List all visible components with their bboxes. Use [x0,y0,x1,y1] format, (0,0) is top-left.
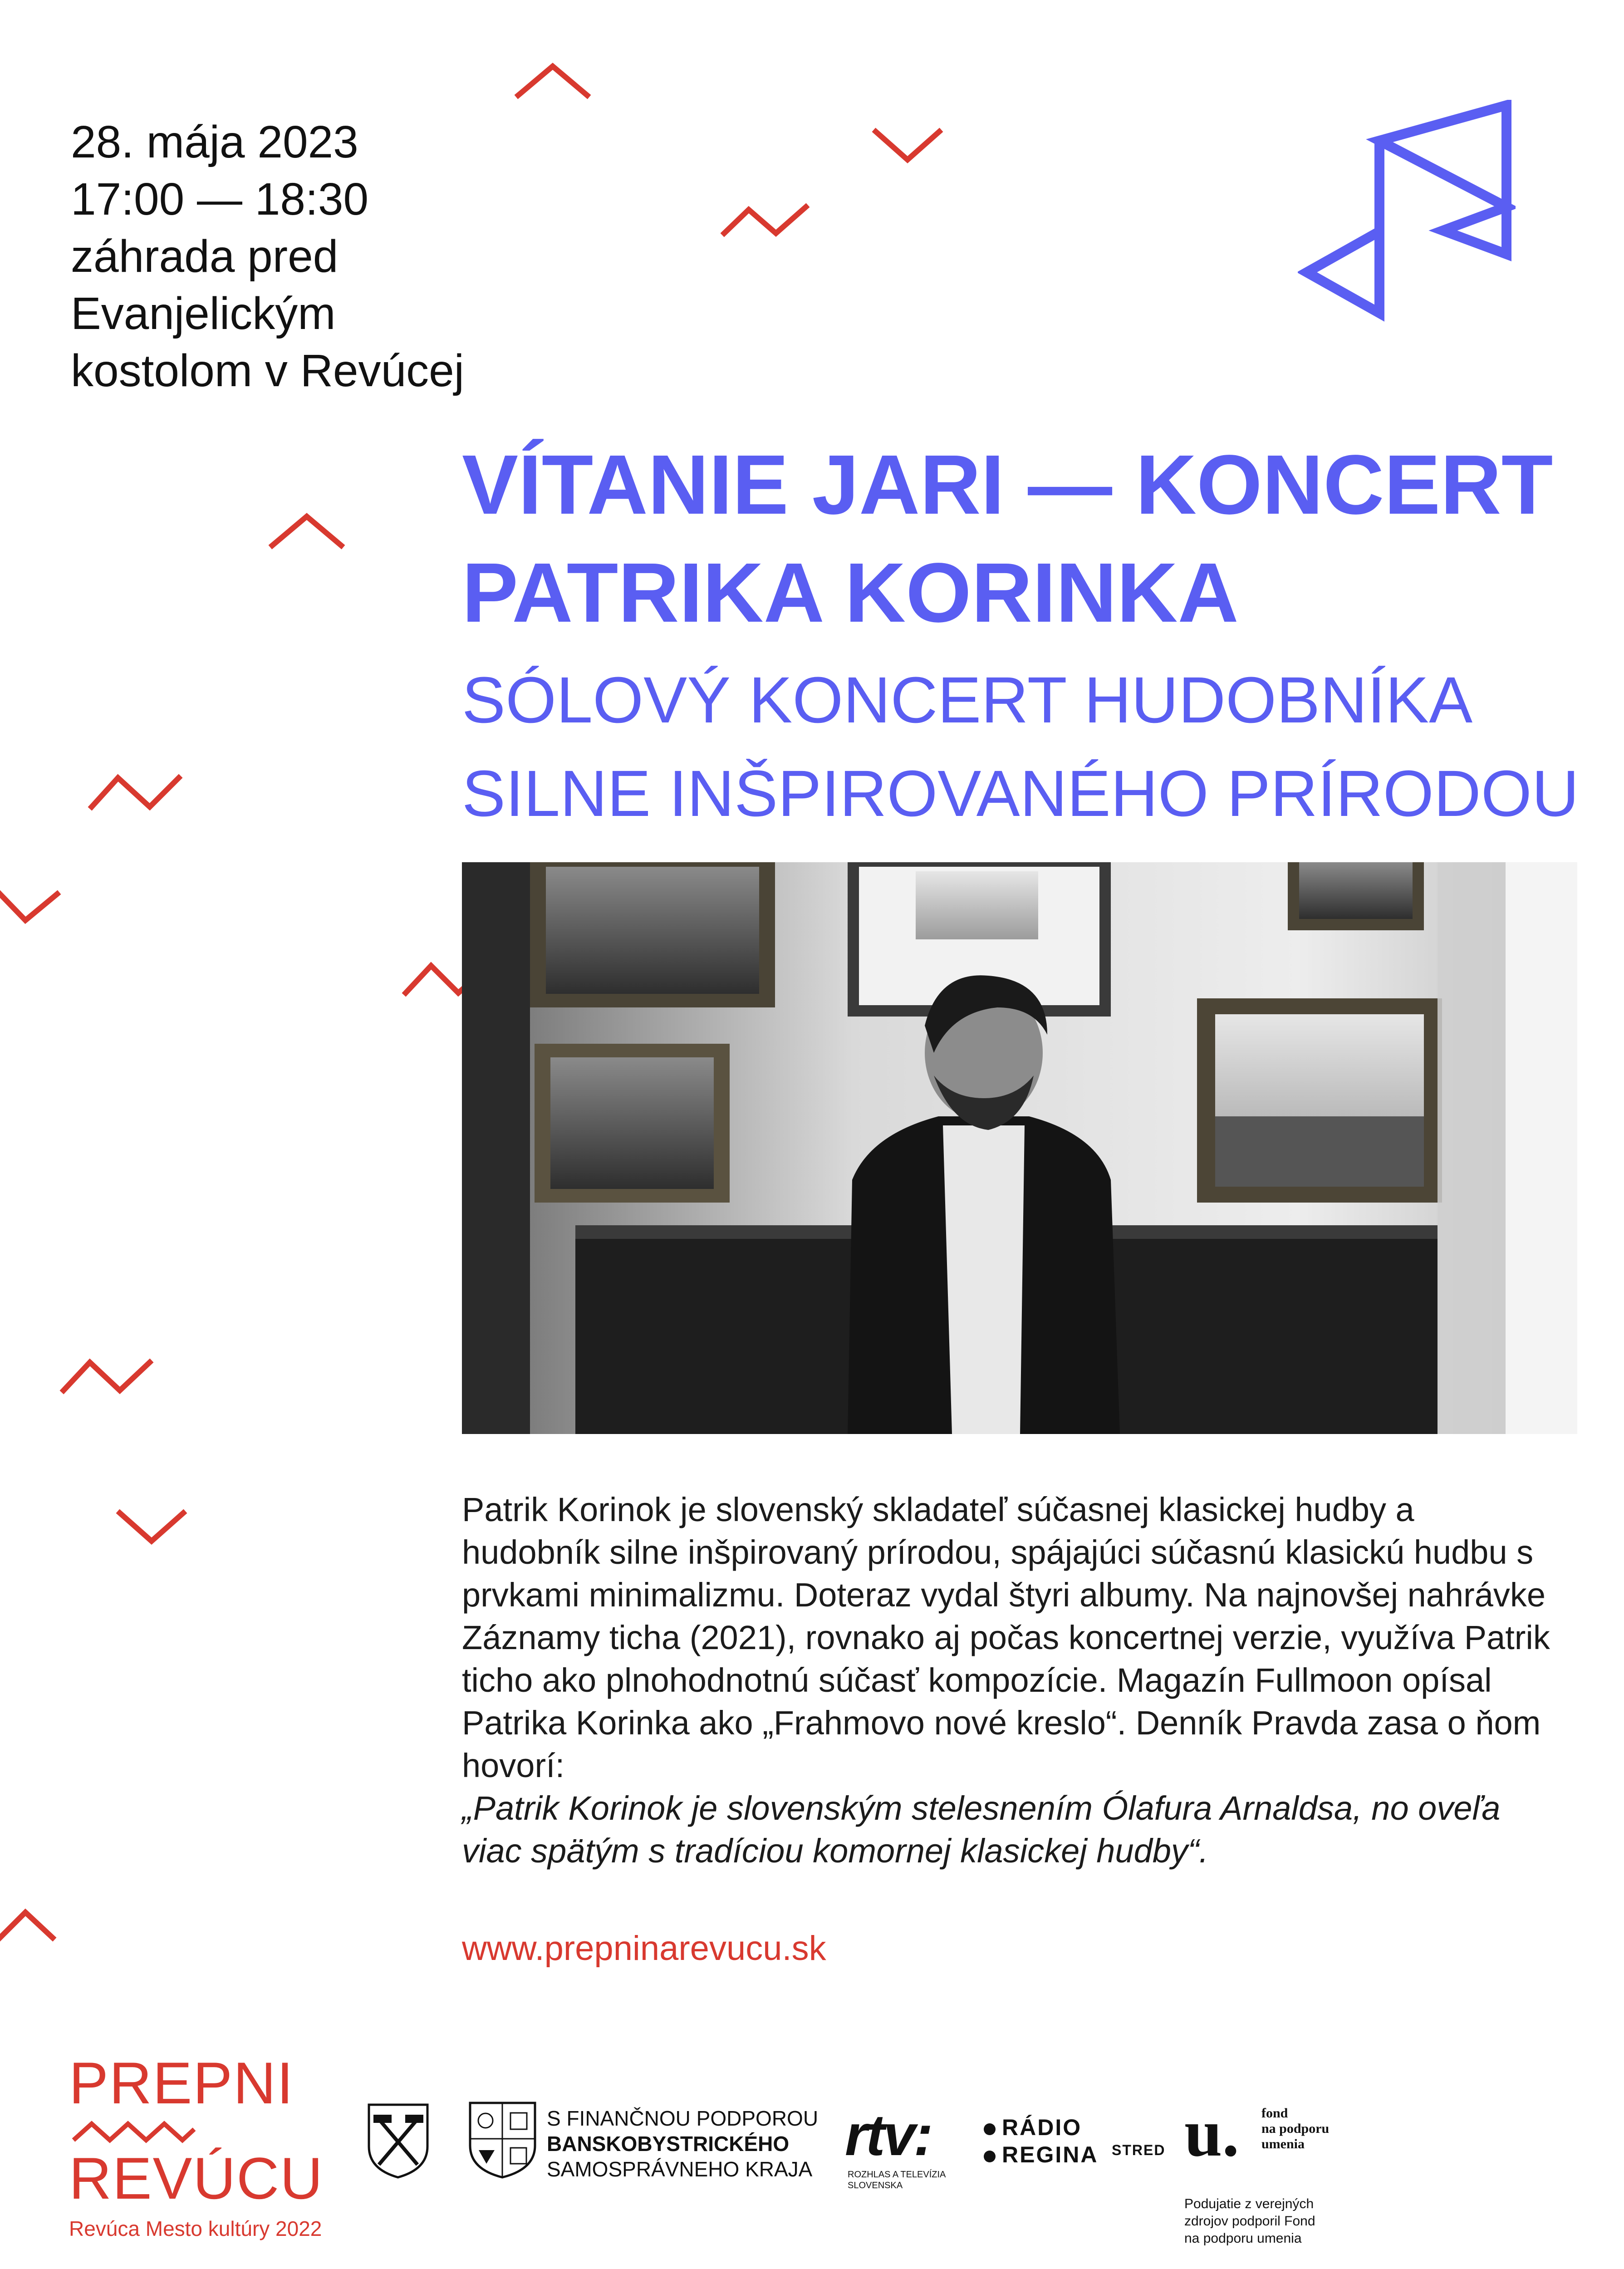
fpu-letter: u. [1184,2095,1239,2171]
rtvs-sub2: SLOVENSKA [848,2181,903,2190]
bbsk-line1: S FINANČNOU PODPOROU [547,2107,819,2130]
chevron-up-icon [518,66,587,95]
website-link[interactable]: www.prepninarevucu.sk [462,1929,826,1968]
radio-stred: STRED [1112,2142,1166,2158]
event-place-line1: záhrada pred [71,231,339,282]
musician-photo [462,862,1577,1434]
subtitle-line1: SÓLOVÝ KONCERT HUDOBNÍKA [462,663,1473,737]
description-text: Patrik Korinok je slovenský skladateľ súčasnej klasickej hudby a hudobník silne inšpirovaný prírodou, spájajúci súčasnú klasickú hudbu s prvkami minimalizmu. Doteraz vydal štyri albumy. Na najnovšej nahrávke Záznamy ticha (2021), rovnako aj počas koncertnej verzie, využíva Patrik ticho ako plnohodnotnú súčasť kompozície. Magazín Fullmoon opísal Patrika Korinka ako „Frahmovo nové kreslo“. Denník Pravda zasa o ňom hovorí: [462,1491,1550,1784]
logo-word1: PREPNI [69,2050,294,2116]
radio-line1-text: RÁDIO [1002,2115,1082,2140]
event-info [71,113,464,399]
title-line1: VÍTANIE JARI — KONCERT [462,438,1553,532]
logo-zigzag-icon [71,2117,198,2145]
subtitle-line2: SILNE INŠPIROVANÉHO PRÍRODOU [462,757,1579,830]
radio-line2 [984,2141,1098,2168]
coat-of-arms-icon [365,2101,431,2181]
event-place-line3: kostolom v Revúcej [71,345,464,396]
chevron-up-icon [272,516,341,545]
rtvs-sub1: ROZHLAS A TELEVÍZIA [848,2170,946,2180]
radio-line1 [984,2114,1098,2141]
zigzag-icon [724,207,806,233]
music-note-logo-icon [1298,100,1516,322]
title-line2: PATRIKA KORINKA [462,546,1239,640]
fpu-note3: na podporu umenia [1184,2231,1302,2246]
fpu-name [1261,2106,1329,2152]
chevron-down-icon [120,1513,183,1541]
bbsk-line3: SAMOSPRÁVNEHO KRAJA [547,2157,813,2181]
chevron-down-icon [0,894,57,920]
rtvs-logo-text: rtv: [845,2103,932,2168]
bbsk-text [547,2106,818,2182]
fpu-line2: na podporu [1261,2121,1330,2136]
description-quote: „Patrik Korinok je slovenským stelesnením Ólafura Arnaldsa, no oveľa viac spätým s tradíciou komornej klasickej hudby“. [462,1789,1501,1870]
fpu-note [1184,2195,1315,2247]
prepni-revucu-logo [69,2051,324,2241]
rtvs-subtitle [848,2169,946,2191]
page-title [462,431,1553,647]
event-date: 28. mája 2023 [71,117,358,167]
radio-regina-logo [984,2114,1098,2168]
fpu-line3: umenia [1261,2136,1305,2151]
zigzag-icon [64,1362,150,1390]
logo-word2: REVÚCU [69,2145,324,2211]
event-time: 17:00 — 18:30 [71,174,369,225]
fpu-note1: Podujatie z verejných [1184,2196,1314,2211]
description [462,1488,1560,1872]
bbsk-line2: BANSKOBYSTRICKÉHO [547,2132,790,2156]
page-subtitle [462,653,1579,840]
dot-icon [984,2123,996,2135]
chevron-down-icon [876,132,939,160]
fpu-note2: zdrojov podporil Fond [1184,2214,1315,2229]
dot-icon [984,2151,996,2162]
zigzag-icon [92,778,179,807]
logo-tagline: Revúca Mesto kultúry 2022 [69,2217,322,2240]
chevron-up-icon [0,1912,53,1938]
radio-line2-text: REGINA [1002,2142,1099,2167]
bbsk-coat-of-arms-icon [467,2100,538,2180]
fpu-line1: fond [1261,2106,1288,2121]
rtvs-logo [845,2104,931,2167]
event-place-line2: Evanjelickým [71,288,336,339]
